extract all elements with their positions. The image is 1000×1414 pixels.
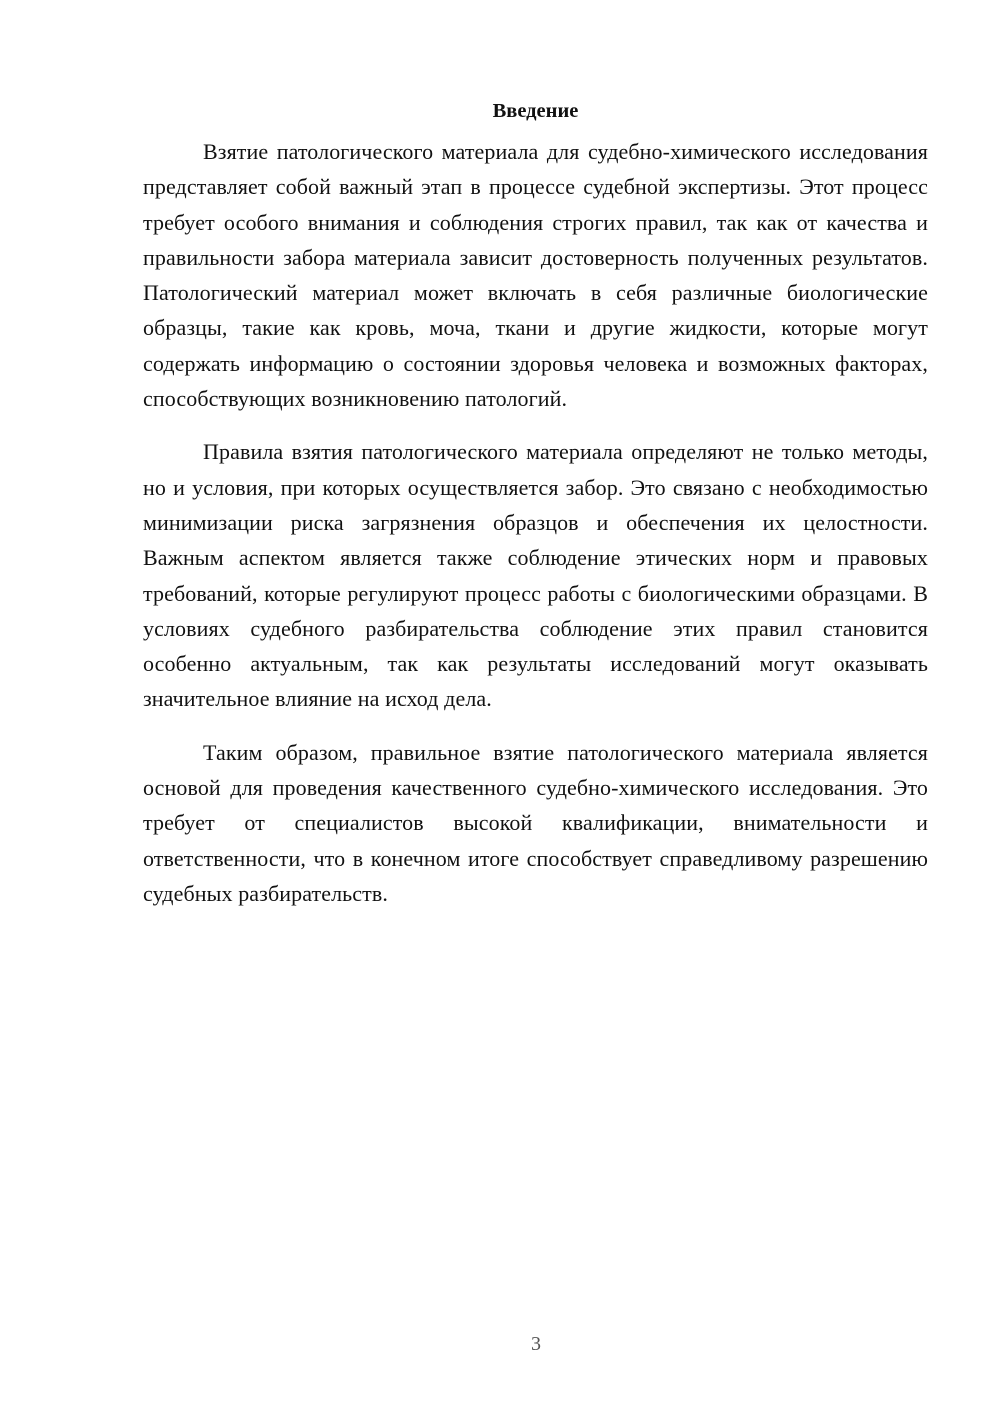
page-content (143, 96, 928, 929)
paragraph-1: Взятие патологического материала для судебно-химического исследования представляет собой важный этап в процессе судебной экспертизы. Этот процесс требует особого внимания и соблюдения строгих правил, так как от качества и правильности забора материала зависит достоверность полученных результатов. Патологический материал может включать в себя различные биологические образцы, такие как кровь, моча, ткани и другие жидкости, которые могут содержать информацию о состоянии здоровья человека и возможных факторах, способствующих возникновению патологий. (143, 139, 928, 412)
section-title: Введение (492, 100, 579, 122)
paragraph-3: Таким образом, правильное взятие патологического материала является основой для проведения качественного судебно-химического исследования. Это требует от специалистов высокой квалификации, внимательности и ответственности, что в конечном итоге способствует справедливому разрешению судебных разбирательств. (143, 739, 928, 906)
page-number: 3 (531, 1333, 541, 1355)
paragraph-2: Правила взятия патологического материала определяют не только методы, но и условия, при которых осуществляется забор. Это связано с необходимостью минимизации риска загрязнения образцов и обеспечения их целостности. Важным аспектом является также соблюдение этических норм и правовых требований, которые регулируют процесс работы с биологическими образцами. В условиях судебного разбирательства соблюдение этих правил становится особенно актуальным, так как результаты исследований могут оказывать значительное влияние на исход дела. (143, 439, 928, 712)
